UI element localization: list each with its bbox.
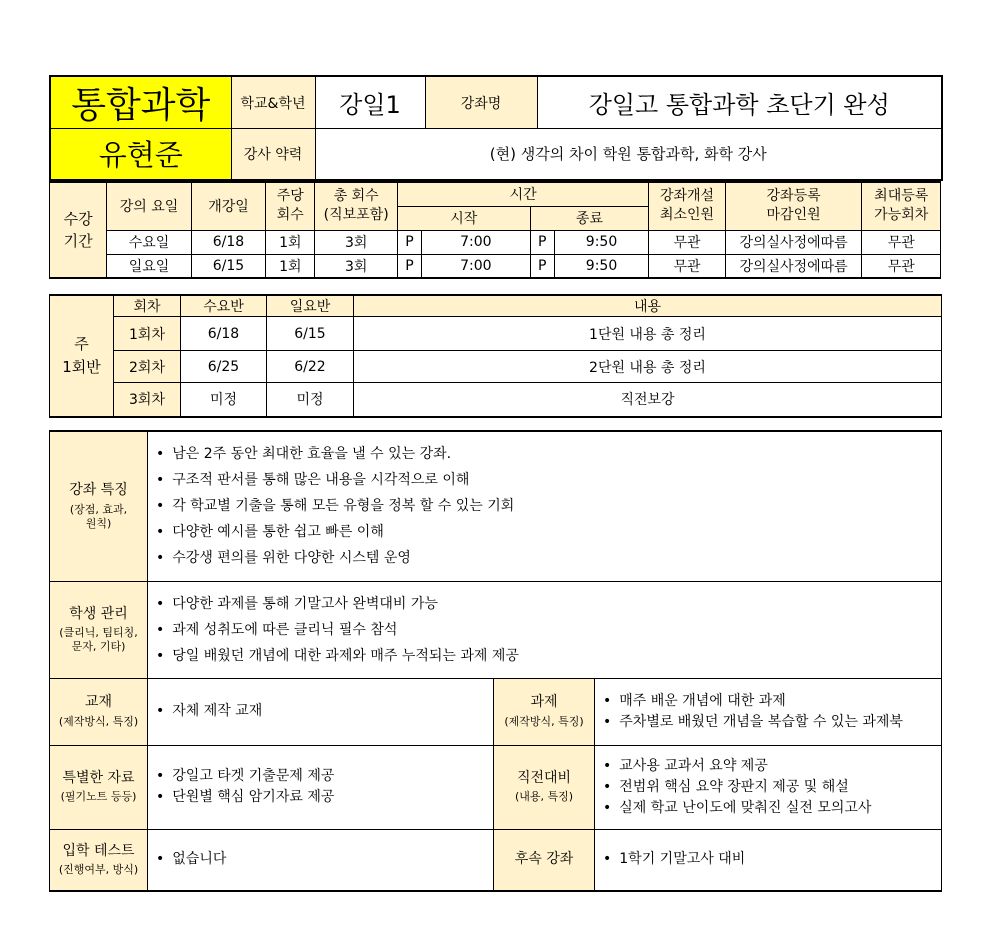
special-material-item: • 단원별 핵심 암기자료 제공 (156, 787, 493, 808)
row-min: 무관 (649, 230, 725, 254)
entrance-test-item: • 없습니다 (156, 849, 493, 870)
feature-item: • 각 학교별 기출을 통해 모든 유형을 정복 할 수 있는 기회 (156, 493, 941, 519)
followup-label: 후속 강좌 (494, 829, 595, 891)
period-label: 수강 기간 (50, 182, 107, 278)
row-ampm-end: P (530, 230, 554, 254)
final-prep-item: • 전범위 핵심 요약 장판지 제공 및 해설 (603, 777, 941, 798)
row-total: 3회 (315, 230, 397, 254)
row-day: 일요일 (107, 254, 191, 278)
session-number: 1회차 (114, 317, 181, 351)
col-close: 강좌등록 마감인원 (725, 182, 862, 230)
homework-label: 과제 (제작방식, 특징) (494, 678, 595, 745)
entrance-test-list (148, 829, 494, 891)
col-wed: 수요반 (181, 295, 267, 317)
col-sun: 일요반 (267, 295, 354, 317)
management-list (148, 581, 942, 678)
session-sun: 6/15 (267, 317, 354, 351)
textbook-label: 교재 (제작방식, 특징) (50, 678, 148, 745)
homework-list (595, 678, 942, 745)
special-material-label: 특별한 자료 (필기노트 등등) (50, 745, 148, 829)
subject-title: 통합과학 (50, 76, 231, 129)
col-max: 최대등록 가능회차 (862, 182, 941, 230)
teacher-name: 유현준 (50, 129, 231, 180)
row-max: 무관 (862, 230, 941, 254)
col-time: 시간 (397, 182, 648, 206)
final-prep-item: • 실제 학교 난이도에 맞춰진 실전 모의고사 (603, 798, 941, 819)
weekly-label: 주 1회반 (50, 295, 114, 417)
session-content: 2단원 내용 총 정리 (354, 351, 942, 383)
schedule-table (49, 181, 941, 279)
row-ampm-start: P (397, 230, 421, 254)
management-label: 학생 관리 (클리닉, 팀티칭, 문자, 기타) (50, 581, 148, 678)
row-ampm-end: P (530, 254, 554, 278)
feature-item: • 남은 2주 동안 최대한 효율을 낼 수 있는 강좌. (156, 441, 941, 467)
special-material-item: • 강일고 타겟 기출문제 제공 (156, 766, 493, 787)
session-wed: 미정 (181, 383, 267, 417)
row-weekly: 1회 (266, 254, 315, 278)
session-sun: 6/22 (267, 351, 354, 383)
course-details-table (49, 430, 942, 892)
schedule-row (50, 230, 941, 254)
row-min: 무관 (649, 254, 725, 278)
school-grade-value: 강일1 (315, 76, 425, 129)
final-prep-item: • 교사용 교과서 요약 제공 (603, 756, 941, 777)
session-row (50, 351, 942, 383)
features-list (148, 431, 942, 581)
session-number: 2회차 (114, 351, 181, 383)
col-total: 총 회수 (직보포함) (315, 182, 397, 230)
homework-item: • 매주 배운 개념에 대한 과제 (603, 691, 941, 712)
special-material-list (148, 745, 494, 829)
management-item: • 당일 배웠던 개념에 대한 과제와 매주 누적되는 과제 제공 (156, 643, 941, 669)
col-start-date: 개강일 (191, 182, 265, 230)
textbook-list (148, 678, 494, 745)
col-session: 회차 (114, 295, 181, 317)
col-time-start: 시작 (397, 206, 530, 230)
feature-item: • 수강생 편의를 위한 다양한 시스템 운영 (156, 545, 941, 571)
session-row (50, 383, 942, 417)
school-grade-label: 학교&학년 (231, 76, 315, 129)
col-day: 강의 요일 (107, 182, 191, 230)
features-label: 강좌 특징 (장점, 효과, 원칙) (50, 431, 148, 581)
course-name-label: 강좌명 (425, 76, 537, 129)
followup-item: • 1학기 기말고사 대비 (603, 849, 941, 870)
session-number: 3회차 (114, 383, 181, 417)
row-day: 수요일 (107, 230, 191, 254)
session-content: 직전보강 (354, 383, 942, 417)
followup-list (595, 829, 942, 891)
feature-item: • 다양한 예시를 통한 쉽고 빠른 이해 (156, 519, 941, 545)
row-time-start: 7:00 (422, 230, 531, 254)
homework-item: • 주차별로 배웠던 개념을 복습할 수 있는 과제북 (603, 712, 941, 733)
course-header-table (49, 75, 943, 181)
session-content: 1단원 내용 총 정리 (354, 317, 942, 351)
session-row (50, 317, 942, 351)
col-min: 강좌개설 최소인원 (649, 182, 725, 230)
row-start: 6/15 (191, 254, 265, 278)
feature-item: • 구조적 판서를 통해 많은 내용을 시각적으로 이해 (156, 467, 941, 493)
entrance-test-label: 입학 테스트 (진행여부, 방식) (50, 829, 148, 891)
management-item: • 다양한 과제를 통해 기말고사 완벽대비 가능 (156, 591, 941, 617)
schedule-row (50, 254, 941, 278)
row-time-start: 7:00 (422, 254, 531, 278)
management-item: • 과제 성취도에 따른 클리닉 필수 참석 (156, 617, 941, 643)
session-wed: 6/25 (181, 351, 267, 383)
session-wed: 6/18 (181, 317, 267, 351)
row-max: 무관 (862, 254, 941, 278)
row-time-end: 9:50 (554, 230, 649, 254)
col-content: 내용 (354, 295, 942, 317)
row-close: 강의실사정에따름 (725, 254, 862, 278)
row-start: 6/18 (191, 230, 265, 254)
row-total: 3회 (315, 254, 397, 278)
row-close: 강의실사정에따름 (725, 230, 862, 254)
course-name-value: 강일고 통합과학 초단기 완성 (537, 76, 942, 129)
career-label: 강사 약력 (231, 129, 315, 180)
session-sun: 미정 (267, 383, 354, 417)
textbook-item: • 자체 제작 교재 (156, 701, 493, 722)
row-time-end: 9:50 (554, 254, 649, 278)
col-weekly: 주당 회수 (266, 182, 315, 230)
weekly-session-table (49, 294, 942, 418)
col-time-end: 종료 (530, 206, 649, 230)
row-weekly: 1회 (266, 230, 315, 254)
career-value: (현) 생각의 차이 학원 통합과학, 화학 강사 (315, 129, 942, 180)
row-ampm-start: P (397, 254, 421, 278)
final-prep-label: 직전대비 (내용, 특징) (494, 745, 595, 829)
final-prep-list (595, 745, 942, 829)
